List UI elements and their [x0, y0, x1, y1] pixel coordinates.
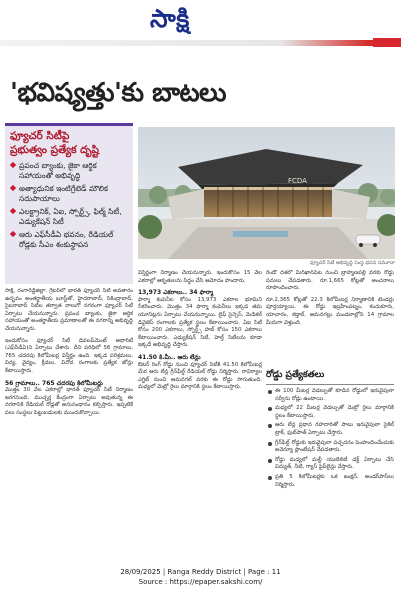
- feature-item: [268, 405, 394, 420]
- road-features-list: [268, 388, 394, 491]
- bullet-dot-icon: [268, 442, 272, 446]
- footer-edition: Ranga Reddy District: [167, 568, 242, 576]
- bullet-dot-icon: [268, 390, 272, 394]
- article-column-1: [5, 288, 133, 560]
- feature-item: [268, 388, 394, 403]
- article-column-2: [138, 270, 262, 560]
- diamond-bullet-icon: [10, 208, 16, 214]
- masthead: [0, 0, 401, 52]
- focus-title-line1: ఫ్యూచర్ సిటీపై: [10, 130, 70, 142]
- article-paragraph: ఔటర్ రింగ్ రోడ్డు నుంచి ఫ్యూచర్ సిటీకి 41.50 కిలోమీటర్ల మేర ఆరు లేన్ల గ్రీన్‌ఫీల్డ్ రేడియల్ రోడ్డు నిర్మిస్తారు. రావిర్యాల ఎగ్జిట్ నుంచి ఆమనగల్ వరకు ఈ రోడ్డు సాగుతుంది. మధ్యలో మెట్రో రైలు మార్గానికి స్థలం కేటాయిస్తారు.: [138, 361, 262, 391]
- building-rendering-photo: [138, 127, 395, 259]
- focus-title: [5, 126, 133, 157]
- feature-item-text: మధ్యలో 22 మీటర్ల వెడల్పుతో మెట్రో రైలు మార్గానికి స్థలం కేటాయిస్తారు.: [275, 405, 394, 419]
- focus-item-text: ప్రపంచ బ్యాంకు, జైకా ఆర్థిక సహాయంతో అభివృద్ధి: [19, 161, 97, 180]
- article-paragraph: సాక్షి, రంగారెడ్డిజిల్లా: గ్రేటర్‌లో భారత్ ఫ్యూచర్ సిటీ అవతారం ఉద్భవం అంతర్జాతీయ బూస్ట్‌తో, హైదరాబాద్, సికింద్రాబాద్, సైబరాబాద్ సిటీల తర్వాత నాలుగో నగరంగా ఫ్యూచర్ సిటీ ఏర్పాటు చేయనున్నారు. ప్రపంచ బ్యాంకు, జైకా ఆర్థిక సహాయంతో అంతర్జాతీయ ప్రమాణాలతో ఈ నగరాన్ని అభివృద్ధి చేయనున్నారు.: [5, 288, 133, 332]
- article-paragraph: మొత్తం 30 వేల ఎకరాల్లో భారత్ ఫ్యూచర్ సిటీ నిర్మాణం జరగనుంది. ముచ్చర్ల కేంద్రంగా ఏర్పాటు అవుతున్న ఈ నగరానికి రేడియల్ రోడ్లతో అనుసంధానం కల్పిస్తారు. ఇప్పటికే పలు సంస్థలు పెట్టుబడులకు ముందుకొచ్చాయి.: [5, 387, 133, 416]
- feature-item: [268, 440, 394, 455]
- diamond-bullet-icon: [10, 162, 16, 168]
- feature-item-text: ప్రతి 5 కిలోమీటర్లకు ఒక జంక్షన్, అండర్‌పాస్‌లు నిర్మిస్తారు.: [275, 473, 394, 488]
- focus-item-text: ఎలక్ట్రానిక్, ఏఐ, స్పోర్ట్స్, ఫిల్మ్ సిటీ, ఎడ్యుకేషన్ సిటీ: [19, 207, 122, 226]
- focus-item-text: అత్యాధునిక ఇంటిగ్రేటెడ్ మౌలిక సదుపాయాలు: [19, 184, 108, 203]
- bullet-dot-icon: [268, 407, 272, 411]
- article-subheading: 13,973 ఎకరాలు.. 34 ఫార్మా: [138, 289, 214, 297]
- focus-list: [5, 157, 133, 250]
- article-paragraph: రూ.2,365 కోట్లతో 22.3 కిలోమీటర్ల నిర్మాణానికి టెండర్లు పూర్తయ్యాయి. ఈ రోడ్డు ఇబ్రహీంపట్నం, కందుకూరు, యాచారం, కడ్తాల్, ఆమనగల్లు మండలాల్లోని 14 గ్రామాల మీదుగా వెళ్తుంది.: [266, 296, 394, 326]
- article-paragraph: విస్తీర్ణంగా నిర్మాణం చేయనున్నారు. ఇందుకోసం 15 వేల ఎకరాల్లో ఆకృతులను సిద్ధం చేసి ఆమోదం పొందారు.: [138, 270, 262, 284]
- bullet-dot-icon: [268, 424, 272, 428]
- photo-caption: ఫ్యూచర్ సిటీ అభివృద్ధి సంస్థ భవన నమూనా: [309, 260, 395, 266]
- footer-source-link[interactable]: Source : https://epaper.sakshi.com/: [138, 578, 263, 586]
- page-footer: [0, 567, 401, 587]
- diamond-bullet-icon: [10, 231, 16, 237]
- feature-item: [268, 422, 394, 437]
- article-paragraph: ఇందుకోసం ఫ్యూచర్ సిటీ డెవలప్‌మెంట్ అథారిటీ (ఎఫ్‌సీడీఏ)ని ఏర్పాటు చేశారు. దీని పరిధిలో 56 గ్రామాలు, 765 చదరపు కిలోమీటర్ల విస్తీర్ణం ఉంది. ఇక్కడ పరిశ్రమలు, విద్య, వైద్యం, క్రీడలు, వినోద రంగాలకు ప్రత్యేక జోన్లు కేటాయిస్తారు.: [5, 337, 133, 374]
- article-paragraph: ఫార్మా కంపెనీల కోసం 13,973 ఎకరాల భూమిని సేకరించారు. మొత్తం 34 ఫార్మా కంపెనీలు ఇక్కడ తమ యూనిట్లను ఏర్పాటు చేయనున్నాయి. లైఫ్ సైన్సెస్, మెడికల్ డివైజెస్ రంగాలకు ప్రత్యేక స్థలం కేటాయించారు. ఏఐ సిటీ కోసం 200 ఎకరాలు, స్పోర్ట్స్ హబ్ కోసం 150 ఎకరాలు కేటాయించారు. ఎడ్యుకేషన్ సిటీ, హెల్త్ సిటీలను కూడా ఇక్కడే అభివృద్ధి చేస్తారు.: [138, 296, 262, 349]
- article-paragraph: రెండో దశలో మీర్‌ఖాన్‌పేట నుంచి బ్రాహ్మణపల్లి వరకు రోడ్డు పనులు చేపడతారు. రూ.1,665 కోట్లతో అంచనాలు రూపొందించారు.: [266, 270, 394, 292]
- diamond-bullet-icon: [10, 185, 16, 191]
- feature-item: [268, 457, 394, 472]
- feature-item-text: గ్రీన్‌ఫీల్డ్ రోడ్డుకు ఇరువైపులా పచ్చదనం పెంపొందించేందుకు అవెన్యూ ప్లాంటేషన్ చేపడతారు.: [275, 439, 394, 454]
- feature-item-text: ఆరు లేన్ల ప్రధాన రహదారితో పాటు ఇరువైపులా సైకిల్ ట్రాక్, ఫుట్‌పాత్ ఏర్పాటు చేస్తారు.: [275, 422, 394, 436]
- footer-date: 28/09/2025: [120, 568, 161, 576]
- road-features-title: రోడ్డు ప్రత్యేకతలు: [266, 370, 394, 385]
- building-sign-text: FCDA: [288, 177, 307, 185]
- focus-item: [10, 184, 128, 204]
- article-subheading: 41.50 కి.మీ.. ఆరు లేన్లు: [138, 353, 201, 361]
- bullet-dot-icon: [268, 459, 272, 463]
- article-subheading: 56 గ్రామాలు.. 765 చదరపు కిలోమీటర్లు: [5, 379, 103, 387]
- footer-page-number: Page : 11: [248, 568, 281, 576]
- masthead-band: [0, 40, 401, 46]
- feature-item-text: రోడ్డు మధ్యలో మల్టీ యుటిలిటీ డక్ట్ ఏర్పాటు చేసి విద్యుత్, నీటి, గ్యాస్ పైప్‌లైన్లు వేస్తారు.: [275, 456, 394, 471]
- newspaper-logo: సాక్షి: [150, 4, 190, 33]
- feature-item: [268, 474, 394, 489]
- focus-item: [10, 207, 128, 227]
- masthead-corner-accent: [373, 38, 401, 47]
- bullet-dot-icon: [268, 476, 272, 480]
- focus-item-text: ఆరు ఎఫ్‌సీడీఏ భవనం, రేడియల్ రోడ్లకు సీఎం శంకుస్థాపన: [19, 230, 114, 249]
- building-rendering-image: [138, 127, 395, 259]
- headline: 'భవిష్యత్తు'కు బాటలు: [10, 78, 226, 108]
- footer-meta-line: 28/09/2025 | Ranga Reddy District | Page : 11: [120, 568, 281, 576]
- focus-item: [10, 230, 128, 250]
- article-column-3: [266, 270, 394, 366]
- feature-item-text: ఈ 100 మీటర్ల వెడల్పుతో కూడిన రోడ్డులో ఇరువైపులా సర్వీసు రోడ్లు ఉంటాయి.: [275, 388, 394, 402]
- focus-box: [5, 123, 133, 284]
- focus-item: [10, 161, 128, 181]
- focus-title-line2: ప్రభుత్వం ప్రత్యేక దృష్టి: [10, 144, 99, 156]
